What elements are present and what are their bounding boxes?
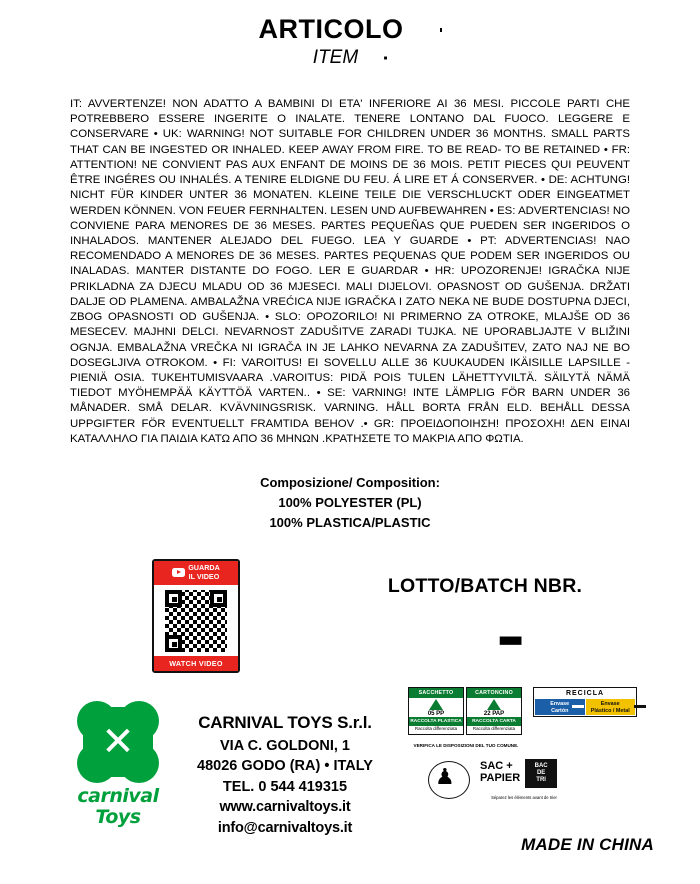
packaging-recycle-row xyxy=(408,679,658,751)
packaging-card-code: 22 PAP xyxy=(483,710,505,717)
recicla-bin-plastic: Envase Plástico / Metal xyxy=(586,699,636,714)
carnival-toys-logo xyxy=(72,699,164,828)
youtube-icon xyxy=(172,568,185,577)
ce-mark-icon-small xyxy=(365,47,387,69)
clover-logo-icon xyxy=(75,699,161,785)
packaging-caption: VERIFICA LE DISPOSIZIONI DEL TUO COMUNE. xyxy=(413,743,519,749)
sac-papier-text: SAC + PAPIER xyxy=(480,760,521,784)
packaging-bag-head: SACCHETTO xyxy=(409,688,463,697)
composition-line-1: 100% POLYESTER (PL) xyxy=(278,495,422,511)
warnings-text: IT: AVVERTENZE! NON ADATTO A BAMBINI DI ETA' INFERIORE AI 36 MESI. PICCOLE PARTI CHE POTREBBERO ESSERE INGERITE O INALATE. TENERE LONTANO DAL FUOCO. LEGGERE E CONSERVARE • UK: WARNING! NOT SUITABLE FOR CHILDREN UNDER 36 MONTHS. SMALL PARTS THAT CAN BE INGESTED OR INHALED. KEEP AWAY FROM FIRE. TO BE READ- TO BE RETAINED • FR: ATTENTION! NE CONVIENT PAS AUX ENFANT DE MOINS DE 36 MOIS. PETIT PIECES QUI PEUVENT ÊTRE INGÉRES OU INHALÉS. A TENIRE ELDIGNE DU FEU. Á LIRE ET Á CONSERVER. • DE: ACHTUNG! NICHT FÜR KINDER UNTER 36 MONATEN. KLEINE TEILE DIE VERSCHLUCKT ODER EINGEATMET WERDEN KÖNNEN. VON FEUER FERNHALTEN. LESEN UND AUFBEWAHREN • ES: ADVERTENCIAS! NO CONVIENE PARA MENORES DE 36 MESES. PARTES PEQUEÑAS QUE PUEDEN SER INGERIDOS O INHALADOS. MANTENER ALEJADO DEL FUEGO. LEA Y GUARDE • PT: ADVERTENCIAS! NAO RECOMENDADO A MENORES DE 36 MESES. PARTES PEQUENAS QUE PODEM SER INGERIDOS OU INALADAS. MANTER DISTANTE DO FOGO. LER E GUARDAR • HR: UPOZORENJE! IGRAČKA NIJE PRIKLADNA ZA DJECU MLADU OD 36 MJESECI. MALI DIJELOVI. OPASNOST OD GUŠENJA. DRŽATI DALJE OD PLAMENA. AMBALAŽNA VREĆICA NIJE IGRAČKA I ZATO NEKA NE BUDE DOSTUPNA DJECI, ZBOG OPASNOSTI OD GUŠENJA. • SLO: OPOZORILO! NI PRIMERNO ZA OTROKE, MLAJŠE OD 36 MESECEV. MAJHNI DELCI. NEVARNOST ZADUŠITVE ZARADI TUJKA. NE UPORABLJAJTE V BLIŽINI OGNJA. EMBALAŽNA VREČKA NI IGRAČA IN JE LAHKO NEVARNA ZA ZADUŠITEV, ZATO NAJ NE BO DOSEGLJIVA OTROKOM. • FI: VAROITUS! EI SOVELLU ALLE 36 KUUKAUDEN IKÄISILLE LAPSILLE - PIENIÄ OSIA. TUKEHTUMISVAARA .VAROITUS: PIDÄ POIS TULEN LÄHETTYVILTÄ. SÄILYTÄ NÄMÄ TIEDOT MYÖHEMPÄÄ KÄYTTÖÄ VARTEN.. • SE: VARNING! INTE LÄMPLIG FÖR BARN UNDER 36 MÅNADER. SMÅ DELAR. KVÄVNINGSRISK. VARNING. HÅLL BORTA FRÅN ELD. BEHÅLL DESSA UPPGIFTER FÖR EVENTUELLT FRAMTIDA BEHOV .• GR: ΠΡΟΕΙΔΟΠΟΙΗΣΗ! ΠΡΟΣΟΧΗ! ΔΕΝ ΕΙΝΑΙ ΚΑΤΑΛΛΗΛΟ ΓΙΑ ΠΑΙΔΙΑ ΚΑΤΩ ΑΠΟ 36 ΜΗΝΩΝ .ΚΡΑΤΗΣΕΤΕ ΤΟ ΜΑΚΡΙΑ ΑΠΟ ΦΩΤΙΑ. xyxy=(70,98,630,445)
packaging-bag-foot: RACCOLTA PLASTICA xyxy=(409,717,463,726)
company-website[interactable]: www.carnivaltoys.it xyxy=(219,799,351,816)
packaging-bag-code: 05 PP xyxy=(427,710,445,717)
lotto-title: LOTTO/BATCH NBR. xyxy=(387,575,583,598)
sac-papier-block xyxy=(480,759,557,788)
document-header xyxy=(0,0,700,69)
header-title-en: ITEM xyxy=(312,47,359,68)
bac-de-tri-icon: BAC DE TRI xyxy=(525,759,557,788)
composition-line-2: 100% PLASTICA/PLASTIC xyxy=(269,515,431,531)
recycling-marks xyxy=(408,679,658,805)
company-city: 48026 GODO (RA) • ITALY xyxy=(197,758,373,775)
sac-papier-note: Séparez les éléments avant de trier xyxy=(491,795,557,801)
recycle-triangle-icon-2 xyxy=(487,699,501,710)
made-in-label: MADE IN CHINA xyxy=(521,835,654,854)
ce-mark-icon xyxy=(412,15,442,45)
sac-papier-row xyxy=(408,759,658,805)
dispose-in-bin-icon: ♟ xyxy=(428,761,470,799)
clover-x-icon: ✕ xyxy=(101,719,135,766)
middle-row xyxy=(0,559,700,689)
logo-word-top: carnival xyxy=(77,785,159,808)
qr-eye-bottom-left xyxy=(165,635,182,652)
video-badge-label: GUARDA IL VIDEO xyxy=(188,563,220,581)
composition-heading: Composizione/ Composition: xyxy=(260,475,440,491)
header-title-en-row xyxy=(0,47,700,69)
lotto-batch-block xyxy=(360,575,610,675)
company-address: VIA C. GOLDONI, 1 xyxy=(220,737,350,754)
logo-word-bottom: Toys xyxy=(95,805,141,828)
composition-block xyxy=(0,473,700,533)
packaging-card-foot: RACCOLTA CARTA xyxy=(467,717,521,726)
recycle-triangle-icon xyxy=(429,699,443,710)
recicla-title: RECICLA xyxy=(565,690,605,698)
video-badge-top xyxy=(154,561,238,585)
company-name: CARNIVAL TOYS S.r.l. xyxy=(198,713,372,733)
header-title-it: ARTICOLO xyxy=(258,14,404,44)
company-details xyxy=(170,711,400,838)
recicla-bin-carton: Envase Cartón xyxy=(535,699,585,714)
qr-eye-top-right xyxy=(210,590,227,607)
header-title-it-row xyxy=(0,14,700,45)
packaging-card-head: CARTONCINO xyxy=(467,688,521,697)
bottom-row xyxy=(0,689,700,884)
qr-eye-top-left xyxy=(165,590,182,607)
recicla-bins xyxy=(534,698,636,715)
video-badge-bottom-label: WATCH VIDEO xyxy=(154,656,238,671)
company-tel: TEL. 0 544 419315 xyxy=(222,778,348,795)
ce-mark-large-icon xyxy=(360,612,610,675)
packaging-symbol-card xyxy=(466,687,522,734)
qr-code-icon[interactable] xyxy=(165,590,227,652)
watch-video-badge[interactable] xyxy=(152,559,240,673)
company-email[interactable]: info@carnivaltoys.it xyxy=(217,819,353,836)
recicla-box xyxy=(533,687,637,716)
packaging-card-note: Raccolta differenziata xyxy=(472,725,516,731)
packaging-symbol-bag xyxy=(408,687,464,734)
packaging-bag-note: Raccolta differenziata xyxy=(414,725,458,731)
